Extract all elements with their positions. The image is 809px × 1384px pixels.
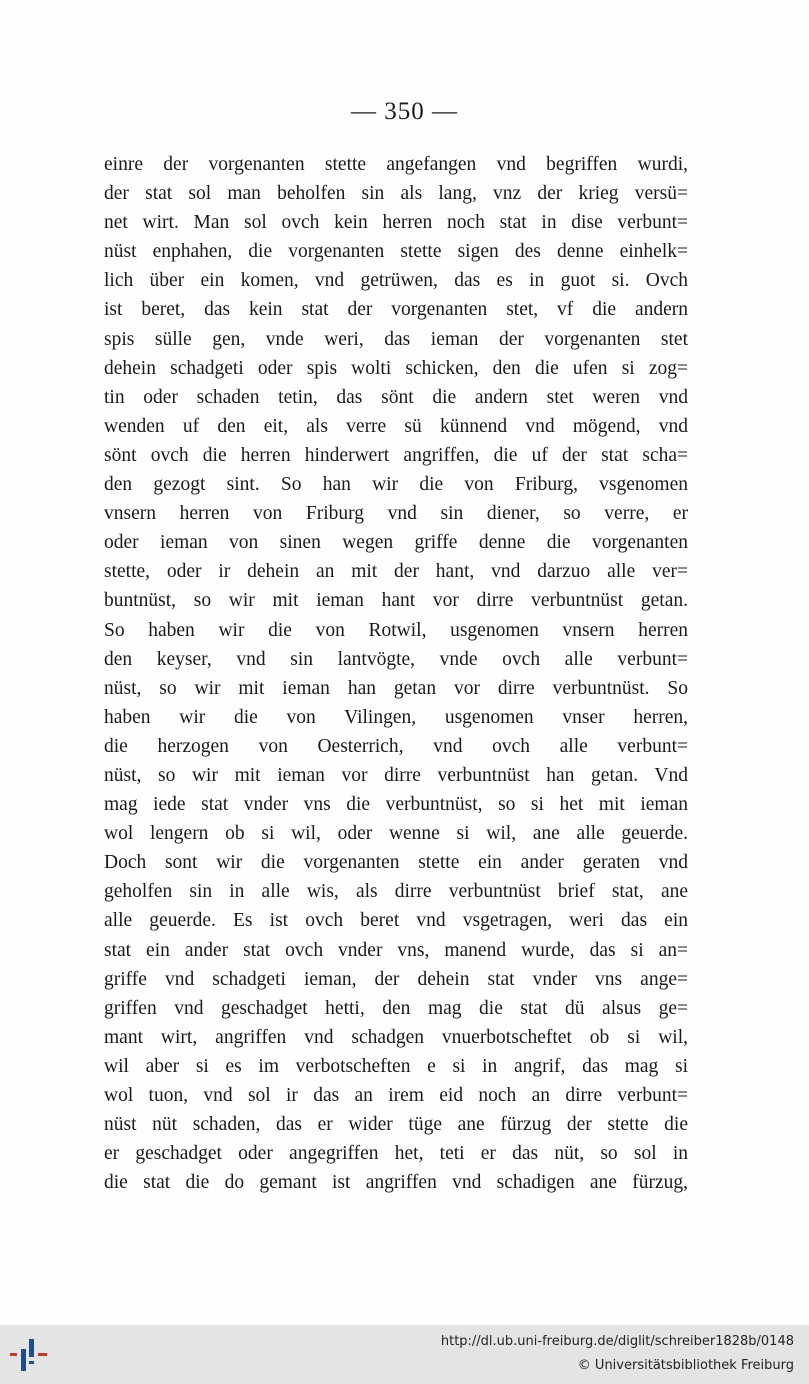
source-url-link[interactable]: http://dl.ub.uni-freiburg.de/diglit/schreiber1828b/0148 — [440, 1334, 794, 1349]
text-line: den gezogt sint. So han wir die von Friburg, vsgenomen — [104, 474, 688, 496]
text-line: alle geuerde. Es ist ovch beret vnd vsgetragen, weri das ein — [104, 910, 688, 932]
text-line: ist beret, das kein stat der vorgenanten stet, vf die andern — [104, 299, 688, 321]
text-line: nüst, so wir mit ieman han getan vor dirre verbuntnüst. So — [104, 677, 688, 699]
text-line: geholfen sin in alle wis, als dirre verbuntnüst brief stat, ane — [104, 881, 688, 903]
text-line: mag iede stat vnder vns die verbuntnüst, so si het mit ieman — [104, 794, 688, 816]
text-line: nüst enphahen, die vorgenanten stette sigen des denne einhelk= — [104, 241, 688, 263]
text-line: buntnüst, so wir mit ieman hant vor dirre verbuntnüst getan. — [104, 590, 688, 612]
text-line: dehein schadgeti oder spis wolti schicken, den die ufen si zog= — [104, 357, 688, 379]
text-line: mant wirt, angriffen vnd schadgen vnuerbotscheftet ob si wil, — [104, 1026, 688, 1048]
ub-freiburg-logo-icon[interactable] — [8, 1335, 52, 1375]
text-line: den keyser, vnd sin lantvögte, vnde ovch alle verbunt= — [104, 648, 688, 670]
text-line: stette, oder ir dehein an mit der hant, vnd darzuo alle ver= — [104, 561, 688, 583]
text-line: net wirt. Man sol ovch kein herren noch stat in dise verbunt= — [104, 212, 688, 234]
text-line: haben wir die von Vilingen, usgenomen vnser herren, — [104, 706, 688, 728]
text-line: tin oder schaden tetin, das sönt die andern stet weren vnd — [104, 386, 688, 408]
text-line: nüst, so wir mit ieman vor dirre verbuntnüst han getan. Vnd — [104, 764, 688, 786]
text-line: die stat die do gemant ist angriffen vnd schadigen ane fürzug, — [104, 1172, 688, 1194]
footer-bar — [0, 1325, 809, 1384]
text-line: stat ein ander stat ovch vnder vns, manend wurde, das si an= — [104, 939, 688, 961]
copyright-notice: © Universitätsbibliothek Freiburg — [577, 1358, 794, 1373]
text-line: vnsern herren von Friburg vnd sin diener, so verre, er — [104, 503, 688, 525]
text-line: griffe vnd schadgeti ieman, der dehein stat vnder vns ange= — [104, 968, 688, 990]
text-block — [104, 150, 688, 1197]
text-line: lich über ein komen, vnd getrüwen, das es in guot si. Ovch — [104, 270, 688, 292]
text-line: einre der vorgenanten stette angefangen vnd begriffen wurdi, — [104, 154, 688, 175]
text-line: wol tuon, vnd sol ir das an irem eid noch an dirre verbunt= — [104, 1085, 688, 1106]
text-line: er geschadget oder angegriffen het, teti er das nüt, so sol in — [104, 1143, 688, 1165]
text-line: die herzogen von Oesterrich, vnd ovch alle verbunt= — [104, 735, 688, 757]
text-line: sönt ovch die herren hinderwert angriffen, die uf der stat scha= — [104, 444, 688, 466]
text-line: nüst nüt schaden, das er wider tüge ane fürzug der stette die — [104, 1114, 688, 1136]
text-line: So haben wir die von Rotwil, usgenomen vnsern herren — [104, 619, 688, 641]
text-line: griffen vnd geschadget hetti, den mag die stat dü alsus ge= — [104, 997, 688, 1019]
page-number: — 350 — — [351, 98, 458, 125]
text-line: Doch sont wir die vorgenanten stette ein ander geraten vnd — [104, 852, 688, 874]
text-line: wenden uf den eit, als verre sü künnend vnd mögend, vnd — [104, 415, 688, 437]
text-line: wil aber si es im verbotscheften e si in angrif, das mag si — [104, 1055, 688, 1077]
text-line: spis sülle gen, vnde weri, das ieman der vorgenanten stet — [104, 328, 688, 350]
text-line: der stat sol man beholfen sin als lang, vnz der krieg versü= — [104, 183, 688, 205]
text-line: wol lengern ob si wil, oder wenne si wil, ane alle geuerde. — [104, 823, 688, 845]
text-line: oder ieman von sinen wegen griffe denne die vorgenanten — [104, 532, 688, 554]
